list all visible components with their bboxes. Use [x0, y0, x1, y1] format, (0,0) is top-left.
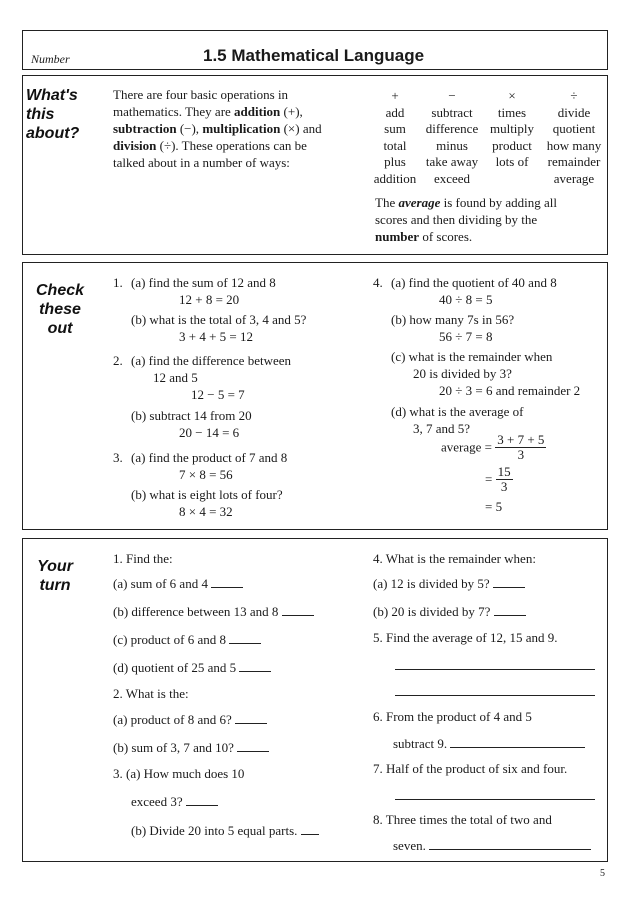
op-word-row: [369, 138, 607, 155]
about-heading-line: about?: [26, 125, 80, 142]
fraction-2-numerator: 15: [497, 464, 511, 479]
answer-line[interactable]: [395, 799, 595, 800]
op-word: addition: [373, 170, 417, 186]
answer-blank[interactable]: [239, 671, 271, 672]
t: is found by adding all: [440, 195, 557, 210]
fraction-1-numerator: 3 + 7 + 5: [497, 432, 545, 447]
sym: (−),: [176, 121, 203, 136]
turn-q4a: [373, 576, 525, 592]
check-heading: [30, 281, 90, 338]
average-word: average: [398, 195, 441, 210]
q4c-answer: 20 ÷ 3 = 6 and remainder 2: [439, 383, 581, 398]
turn-q2a: [113, 712, 267, 728]
intro-line: talked about in a number of ways:: [113, 155, 290, 170]
turn-q5: 5. Find the average of 12, 15 and 9.: [373, 630, 558, 645]
turn-q3b: [131, 823, 319, 839]
average-equation-2: [485, 465, 513, 494]
fraction-2: [496, 465, 513, 494]
turn-q4: 4. What is the remainder when:: [373, 551, 536, 566]
about-heading-line: this: [26, 106, 55, 123]
op-word: times: [497, 104, 527, 120]
bold-multiplication: multiplication: [202, 121, 281, 136]
t: The: [375, 195, 399, 210]
times-symbol: ×: [508, 88, 516, 103]
answer-blank[interactable]: [186, 805, 218, 806]
fraction-1: [495, 433, 546, 462]
number-word: number: [375, 229, 420, 244]
turn-q1a-text: (a) sum of 6 and 4: [113, 576, 208, 591]
turn-q4b: [373, 604, 526, 620]
q1b-text: (b) what is the total of 3, 4 and 5?: [131, 312, 307, 327]
q4a-text: (a) find the quotient of 40 and 8: [391, 275, 557, 290]
check-heading-line: out: [47, 320, 73, 337]
page-title: 1.5 Mathematical Language: [203, 46, 425, 65]
about-heading-line: What's: [26, 87, 78, 104]
q4d-text: (d) what is the average of: [391, 404, 524, 419]
answer-blank[interactable]: [229, 643, 261, 644]
section-label: Number: [31, 52, 70, 66]
op-word: lots of: [495, 154, 529, 169]
op-word: remainder: [547, 154, 601, 169]
q3b-answer: 8 × 4 = 32: [179, 504, 233, 519]
q4b-text: (b) how many 7s in 56?: [391, 312, 515, 327]
turn-heading-line: Your: [37, 558, 73, 575]
avg-label: average =: [441, 439, 492, 455]
avg-line-1: [375, 194, 557, 211]
turn-q6b-text: subtract 9.: [393, 736, 448, 751]
q3a-answer: 7 × 8 = 56: [179, 467, 233, 482]
turn-q3a2: [131, 794, 218, 810]
op-word: quotient: [552, 121, 596, 136]
op-word: add: [385, 104, 405, 120]
op-word: multiply: [489, 121, 535, 136]
q4d-text2: 3, 7 and 5?: [413, 421, 471, 436]
q2a-text2: 12 and 5: [153, 370, 198, 385]
turn-q1d: [113, 660, 271, 676]
turn-q4a-text: (a) 12 is divided by 5?: [373, 576, 490, 591]
turn-q8b: [393, 838, 591, 854]
turn-q3b-text: (b) Divide 20 into 5 equal parts.: [131, 823, 298, 838]
intro-line: [113, 137, 322, 154]
about-heading: [26, 86, 79, 143]
turn-box: [22, 538, 608, 862]
bold-subtraction: subtraction: [113, 121, 177, 136]
q3b-text: (b) what is eight lots of four?: [131, 487, 283, 502]
op-word: minus: [436, 137, 468, 153]
turn-q1b: [113, 604, 314, 620]
divide-symbol: ÷: [570, 88, 578, 103]
intro-line: mathematics. They are addition (+),: [113, 104, 303, 119]
fraction-2-denominator: 3: [500, 479, 508, 494]
t: of scores.: [419, 229, 473, 244]
q4-num: 4.: [373, 275, 383, 290]
turn-q2b: [113, 740, 269, 756]
turn-q4b-text: (b) 20 is divided by 7?: [373, 604, 491, 619]
equals: =: [485, 471, 493, 487]
turn-q1: 1. Find the:: [113, 551, 173, 566]
answer-line[interactable]: [395, 669, 595, 670]
turn-q1b-text: (b) difference between 13 and 8: [113, 604, 279, 619]
turn-q1c-text: (c) product of 6 and 8: [113, 632, 226, 647]
check-heading-line: these: [39, 301, 81, 318]
intro-line: [113, 120, 322, 137]
op-word: take away: [425, 154, 479, 169]
op-word: how many: [546, 137, 602, 153]
q1a-answer: 12 + 8 = 20: [179, 292, 240, 307]
answer-blank[interactable]: [429, 849, 591, 850]
op-word: subtract: [431, 104, 473, 120]
op-word: plus: [384, 154, 406, 169]
operations-table: [369, 88, 607, 187]
op-word: divide: [557, 104, 591, 120]
answer-blank[interactable]: [450, 747, 585, 748]
turn-q1d-text: (d) quotient of 25 and 5: [113, 660, 237, 675]
avg-line-3: [375, 228, 557, 245]
turn-q1c: [113, 632, 261, 648]
page-number: 5: [600, 868, 605, 879]
op-word-row: [369, 171, 607, 188]
answer-blank[interactable]: [282, 615, 314, 616]
average-equation: [441, 433, 546, 462]
q2b-text: (b) subtract 14 from 20: [131, 408, 252, 423]
op-word: difference: [425, 121, 479, 136]
average-result: = 5: [485, 499, 503, 514]
answer-blank[interactable]: [211, 587, 243, 588]
plus-symbol: +: [391, 88, 399, 103]
q3-num: 3.: [113, 450, 123, 465]
op-word: average: [553, 170, 595, 186]
answer-blank[interactable]: [493, 587, 525, 588]
sym: (÷). These operations can be: [156, 138, 307, 153]
answer-blank[interactable]: [494, 615, 526, 616]
average-note: [375, 194, 557, 245]
op-word-row: [369, 105, 607, 122]
turn-q2a-text: (a) product of 8 and 6?: [113, 712, 232, 727]
op-symbol-row: [369, 88, 607, 105]
header-box: [22, 30, 608, 70]
turn-q8b-text: seven.: [393, 838, 426, 853]
turn-q1a: [113, 576, 243, 592]
turn-heading-line: turn: [39, 577, 71, 594]
op-word-row: [369, 154, 607, 171]
turn-q6b: [393, 736, 585, 752]
q1b-answer: 3 + 4 + 5 = 12: [179, 329, 253, 344]
avg-line-2: scores and then dividing by the: [375, 212, 538, 227]
q2b-answer: 20 − 14 = 6: [179, 425, 240, 440]
q1-num: 1.: [113, 275, 123, 290]
check-box: [22, 262, 608, 530]
q1a-text: (a) find the sum of 12 and 8: [131, 275, 276, 290]
turn-q3a2-text: exceed 3?: [131, 794, 183, 809]
op-word: sum: [384, 121, 406, 136]
about-intro: [113, 86, 322, 171]
q2a-answer: 12 − 5 = 7: [191, 387, 245, 402]
fraction-1-denominator: 3: [517, 447, 525, 462]
check-heading-line: Check: [35, 282, 85, 299]
bold-addition: addition: [234, 104, 281, 119]
turn-q3a: 3. (a) How much does 10: [113, 766, 245, 781]
answer-blank[interactable]: [301, 834, 319, 835]
q3a-text: (a) find the product of 7 and 8: [131, 450, 288, 465]
answer-blank[interactable]: [237, 751, 269, 752]
q4a-answer: 40 ÷ 8 = 5: [439, 292, 493, 307]
op-word: [483, 171, 541, 188]
q4b-answer: 56 ÷ 7 = 8: [439, 329, 493, 344]
q4c-text: (c) what is the remainder when: [391, 349, 553, 364]
sym: (×) and: [280, 121, 322, 136]
op-word: exceed: [433, 170, 471, 186]
op-word: product: [492, 137, 532, 153]
op-word: total: [383, 137, 407, 153]
bold-division: division: [113, 138, 157, 153]
answer-blank[interactable]: [235, 723, 267, 724]
turn-q7: 7. Half of the product of six and four.: [373, 761, 568, 776]
turn-heading: [30, 557, 80, 595]
intro-line: There are four basic operations in: [113, 87, 289, 102]
q2-num: 2.: [113, 353, 123, 368]
sym: (+),: [280, 104, 303, 119]
op-words: [369, 105, 607, 188]
turn-q2: 2. What is the:: [113, 686, 189, 701]
minus-symbol: −: [448, 88, 456, 103]
q2a-text: (a) find the difference between: [131, 353, 292, 368]
turn-q8: 8. Three times the total of two and: [373, 812, 552, 827]
turn-q2b-text: (b) sum of 3, 7 and 10?: [113, 740, 234, 755]
q4c-text2: 20 is divided by 3?: [413, 366, 512, 381]
answer-line[interactable]: [395, 695, 595, 696]
about-box: [22, 75, 608, 255]
op-word-row: [369, 121, 607, 138]
turn-q6: 6. From the product of 4 and 5: [373, 709, 532, 724]
